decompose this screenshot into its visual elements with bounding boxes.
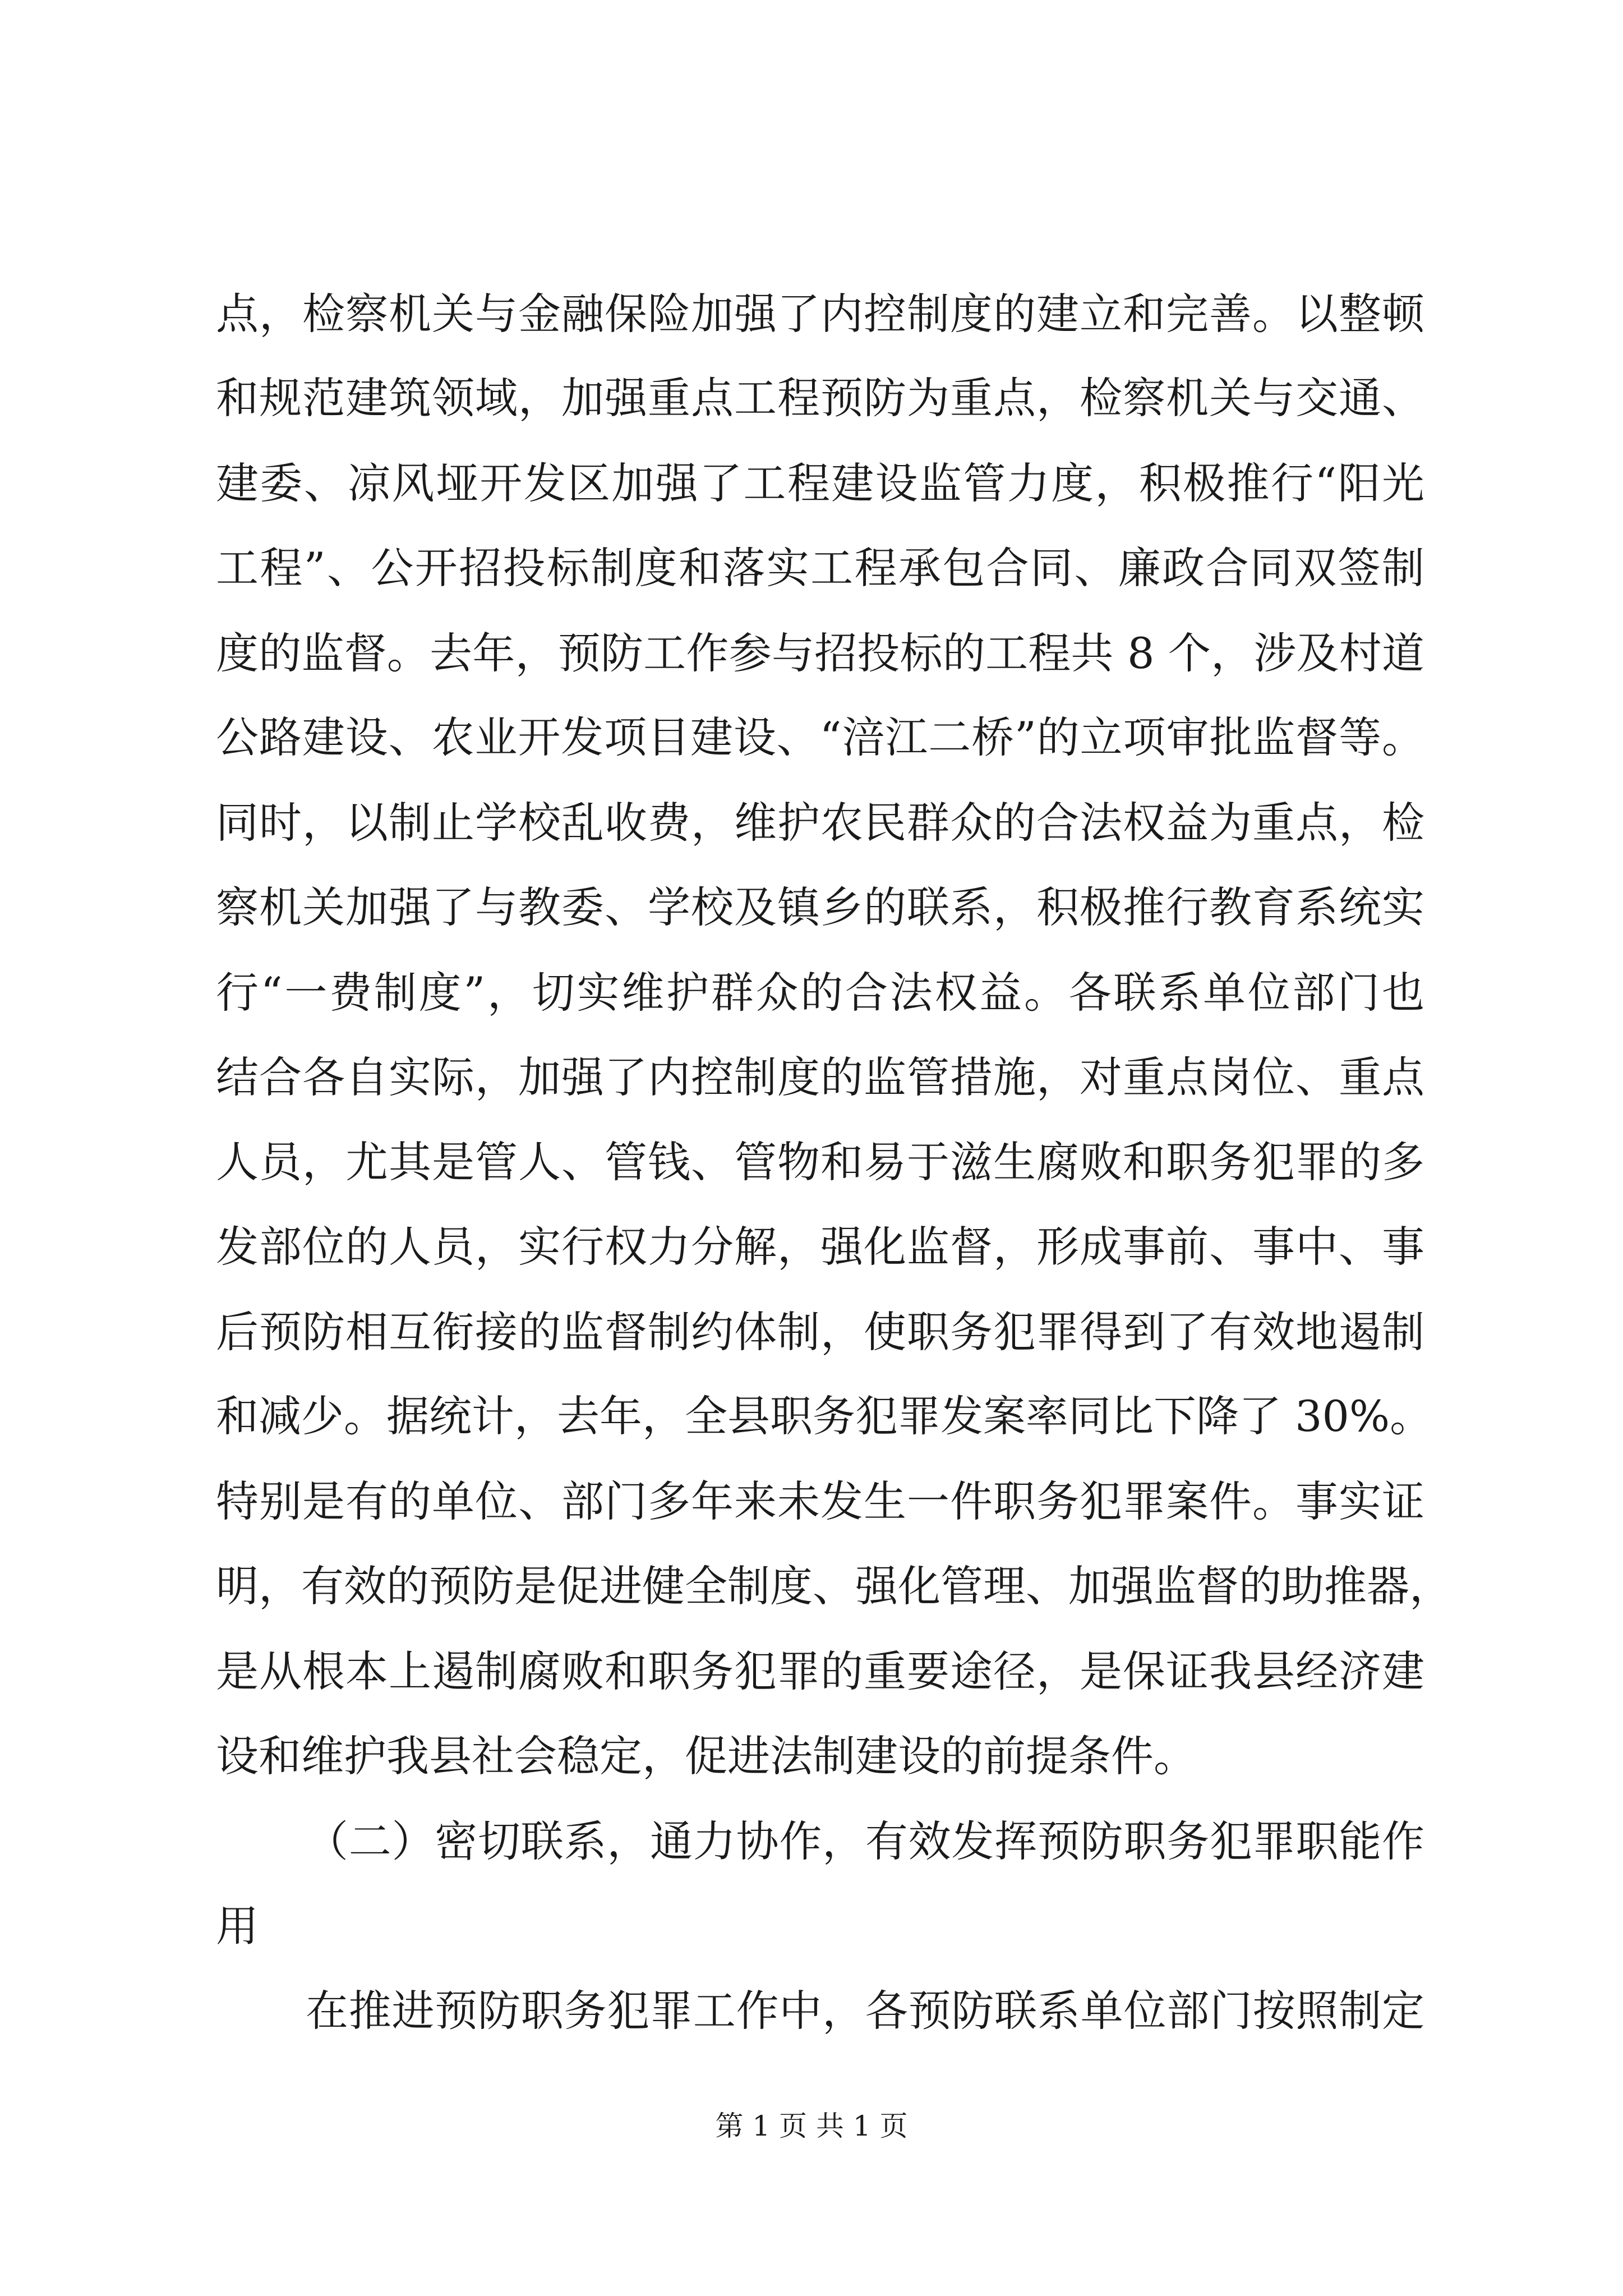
body-text-line: 和规范建筑领域，加强重点工程预防为重点，检察机关与交通、 bbox=[216, 373, 1424, 423]
body-text-line: 工程”、公开招投标制度和落实工程承包合同、廉政合同双签制 bbox=[216, 543, 1424, 593]
body-text-line: 后预防相互衔接的监督制约体制，使职务犯罪得到了有效地遏制 bbox=[216, 1307, 1424, 1357]
body-text-line: 人员，尤其是管人、管钱、管物和易于滋生腐败和职务犯罪的多 bbox=[216, 1137, 1424, 1187]
body-text-line: 行“一费制度”，切实维护群众的合法权益。各联系单位部门也 bbox=[216, 968, 1424, 1018]
body-text-line: 结合各自实际，加强了内控制度的监管措施，对重点岗位、重点 bbox=[216, 1052, 1424, 1102]
body-text-line: 公路建设、农业开发项目建设、“涪江二桥”的立项审批监督等。 bbox=[216, 712, 1424, 762]
body-text-line: 建委、凉风垭开发区加强了工程建设监管力度，积极推行“阳光 bbox=[216, 458, 1424, 508]
section-heading-line: 用 bbox=[216, 1901, 259, 1951]
body-text-line: 点，检察机关与金融保险加强了内控制度的建立和完善。以整顿 bbox=[216, 289, 1424, 339]
body-text-line: 特别是有的单位、部门多年来未发生一件职务犯罪案件。事实证 bbox=[216, 1476, 1424, 1526]
body-text-line: 发部位的人员，实行权力分解，强化监督，形成事前、事中、事 bbox=[216, 1222, 1424, 1272]
body-text-line: 和减少。据统计，去年，全县职务犯罪发案率同比下降了 30%。 bbox=[216, 1391, 1433, 1441]
section-heading-line: （二）密切联系，通力协作，有效发挥预防职务犯罪职能作 bbox=[306, 1816, 1424, 1866]
body-text-line: 是从根本上遏制腐败和职务犯罪的重要途径，是保证我县经济建 bbox=[216, 1646, 1424, 1696]
body-text-line: 度的监督。去年，预防工作参与招投标的工程共 8 个，涉及村道 bbox=[216, 628, 1424, 678]
body-text-line: 设和维护我县社会稳定，促进法制建设的前提条件。 bbox=[216, 1731, 1196, 1781]
body-text-line: 明，有效的预防是促进健全制度、强化管理、加强监督的助推器， bbox=[216, 1561, 1452, 1611]
body-text-line: 在推进预防职务犯罪工作中，各预防联系单位部门按照制定 bbox=[306, 1986, 1424, 2036]
body-text-line: 察机关加强了与教委、学校及镇乡的联系，积极推行教育系统实 bbox=[216, 882, 1424, 932]
body-text-line: 同时，以制止学校乱收费，维护农民群众的合法权益为重点，检 bbox=[216, 798, 1424, 848]
page-number-footer: 第 1 页 共 1 页 bbox=[715, 2110, 908, 2142]
